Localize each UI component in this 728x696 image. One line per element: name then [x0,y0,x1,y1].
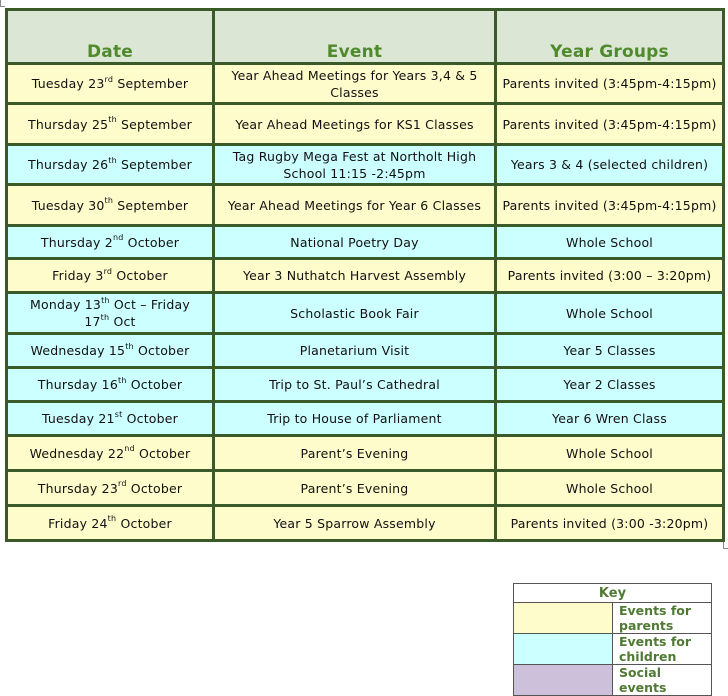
parents-swatch [514,603,613,634]
table-row [7,64,724,104]
table-row [7,185,724,226]
date-cell: Wednesday 22nd October [7,436,214,471]
key-item [514,665,712,696]
year-groups-cell: Whole School [496,436,724,471]
year-groups-cell: Parents invited (3:45pm-4:15pm) [496,185,724,226]
header-row [7,10,724,64]
event-cell: Parent’s Evening [214,436,496,471]
event-cell: Trip to House of Parliament [214,402,496,436]
year-groups-cell: Year 5 Classes [496,334,724,368]
table-row [7,506,724,541]
table-row [7,293,724,334]
event-cell: Scholastic Book Fair [214,293,496,334]
date-cell: Tuesday 21st October [7,402,214,436]
key-label: Events for parents [613,603,712,634]
year-groups-cell: Year 6 Wren Class [496,402,724,436]
event-cell: Year 3 Nuthatch Harvest Assembly [214,259,496,293]
table-row [7,402,724,436]
corner-mark [723,542,728,549]
year-groups-cell: Whole School [496,226,724,259]
key-legend [513,583,712,696]
event-cell: Planetarium Visit [214,334,496,368]
table-row [7,471,724,506]
date-cell: Monday 13th Oct – Friday 17th Oct [7,293,214,334]
date-cell: Thursday 26th September [7,145,214,185]
year-groups-cell: Whole School [496,293,724,334]
table-row [7,368,724,402]
date-cell: Thursday 2nd October [7,226,214,259]
events-table [5,8,725,542]
year-groups-header: Year Groups [496,10,724,64]
year-groups-cell: Parents invited (3:00 -3:20pm) [496,506,724,541]
date-cell: Thursday 25th September [7,104,214,145]
date-cell: Thursday 23rd October [7,471,214,506]
year-groups-cell: Whole School [496,471,724,506]
event-cell: Year Ahead Meetings for KS1 Classes [214,104,496,145]
date-cell: Friday 3rd October [7,259,214,293]
key-item [514,634,712,665]
table-row [7,226,724,259]
date-cell: Friday 24th October [7,506,214,541]
date-header: Date [7,10,214,64]
date-cell: Tuesday 30th September [7,185,214,226]
year-groups-cell: Parents invited (3:45pm-4:15pm) [496,64,724,104]
table-row [7,436,724,471]
key-title: Key [514,584,712,603]
table-row [7,145,724,185]
year-groups-cell: Year 2 Classes [496,368,724,402]
table-row [7,104,724,145]
social-swatch [514,665,613,696]
key-item [514,603,712,634]
year-groups-cell: Years 3 & 4 (selected children) [496,145,724,185]
event-cell: Tag Rugby Mega Fest at Northolt High School 11:15 -2:45pm [214,145,496,185]
event-cell: Year Ahead Meetings for Year 6 Classes [214,185,496,226]
year-groups-cell: Parents invited (3:45pm-4:15pm) [496,104,724,145]
year-groups-cell: Parents invited (3:00 – 3:20pm) [496,259,724,293]
event-cell: Year Ahead Meetings for Years 3,4 & 5 Classes [214,64,496,104]
event-cell: Parent’s Evening [214,471,496,506]
event-cell: National Poetry Day [214,226,496,259]
date-cell: Tuesday 23rd September [7,64,214,104]
event-header: Event [214,10,496,64]
event-cell: Trip to St. Paul’s Cathedral [214,368,496,402]
key-label: Social events [613,665,712,696]
table-row [7,334,724,368]
children-swatch [514,634,613,665]
date-cell: Thursday 16th October [7,368,214,402]
event-cell: Year 5 Sparrow Assembly [214,506,496,541]
date-cell: Wednesday 15th October [7,334,214,368]
table-row [7,259,724,293]
corner-mark [0,0,5,7]
key-label: Events for children [613,634,712,665]
